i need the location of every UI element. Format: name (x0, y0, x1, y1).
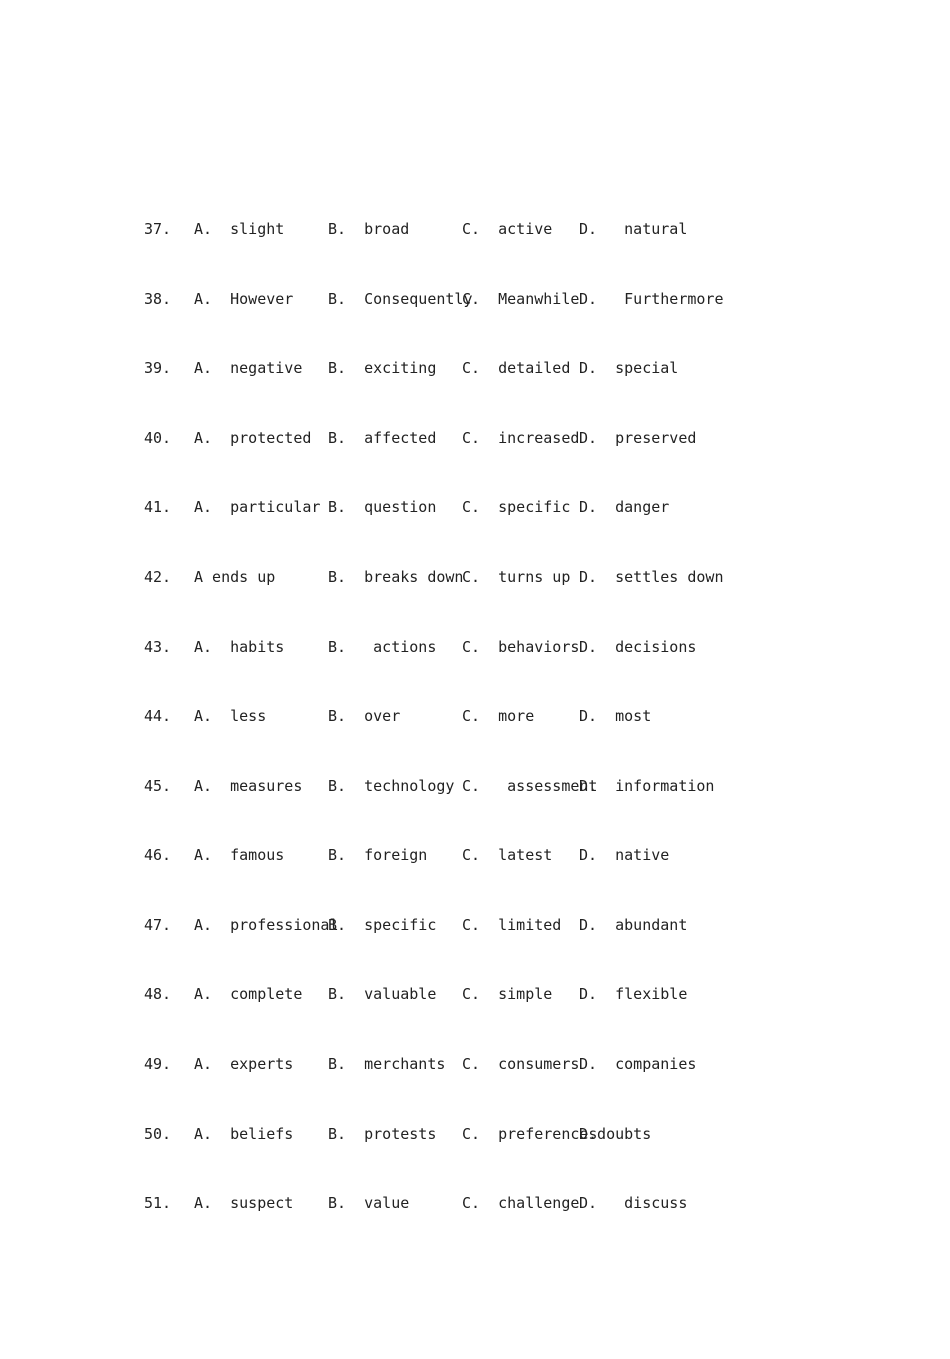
option-d: D. most (579, 707, 652, 725)
option-d: D. danger (579, 498, 670, 516)
option-b: B. affected (328, 429, 437, 447)
option-b: B. over (328, 707, 401, 725)
option-a: A. measures (194, 777, 303, 795)
option-c: C. consumers (462, 1055, 580, 1073)
option-a: A. negative (194, 359, 303, 377)
option-c: C. preferences (462, 1125, 598, 1143)
question-number: 40. (144, 429, 172, 447)
option-b: B. exciting (328, 359, 437, 377)
option-d: D. native (579, 846, 670, 864)
option-c: C. latest (462, 846, 553, 864)
question-number: 41. (144, 498, 172, 516)
option-d: D. decisions (579, 638, 697, 656)
option-c: C. challenge (462, 1194, 580, 1212)
option-a: A. suspect (194, 1194, 294, 1212)
option-b: B. question (328, 498, 437, 516)
question-number: 51. (144, 1194, 172, 1212)
option-d: D. settles down (579, 568, 724, 586)
option-b: B. actions (328, 638, 437, 656)
question-number: 49. (144, 1055, 172, 1073)
question-number: 39. (144, 359, 172, 377)
option-c: C. simple (462, 985, 553, 1003)
question-row (0, 1052, 950, 1076)
question-number: 43. (144, 638, 172, 656)
option-a: A. professional (194, 916, 339, 934)
option-a: A. protected (194, 429, 312, 447)
question-row (0, 635, 950, 659)
option-b: B. foreign (328, 846, 428, 864)
option-a: A. slight (194, 220, 285, 238)
option-a: A. particular (194, 498, 321, 516)
option-a: A. less (194, 707, 267, 725)
option-a: A. experts (194, 1055, 294, 1073)
option-c: C. increased (462, 429, 580, 447)
question-row (0, 913, 950, 937)
option-b: B. broad (328, 220, 410, 238)
question-row (0, 565, 950, 589)
question-number: 45. (144, 777, 172, 795)
option-b: B. valuable (328, 985, 437, 1003)
option-c: C. turns up (462, 568, 571, 586)
option-a: A. famous (194, 846, 285, 864)
option-c: C. limited (462, 916, 562, 934)
option-a: A ends up (194, 568, 276, 586)
option-c: C. specific (462, 498, 571, 516)
question-number: 47. (144, 916, 172, 934)
option-c: C. active (462, 220, 553, 238)
question-row (0, 774, 950, 798)
option-d: D. special (579, 359, 679, 377)
question-number: 48. (144, 985, 172, 1003)
question-number: 50. (144, 1125, 172, 1143)
question-number: 42. (144, 568, 172, 586)
option-c: C. more (462, 707, 535, 725)
option-d: D. abundant (579, 916, 688, 934)
question-number: 44. (144, 707, 172, 725)
option-b: B. breaks down (328, 568, 464, 586)
option-d: D. natural (579, 220, 688, 238)
question-row (0, 843, 950, 867)
option-a: A. habits (194, 638, 285, 656)
question-row (0, 217, 950, 241)
option-b: B. value (328, 1194, 410, 1212)
question-row (0, 287, 950, 311)
question-row (0, 1191, 950, 1215)
option-b: B. merchants (328, 1055, 446, 1073)
question-row (0, 704, 950, 728)
option-d: D. flexible (579, 985, 688, 1003)
option-d: D. information (579, 777, 715, 795)
option-b: B. specific (328, 916, 437, 934)
option-c: C. detailed (462, 359, 571, 377)
option-a: A. complete (194, 985, 303, 1003)
question-number: 38. (144, 290, 172, 308)
option-c: C. behaviors (462, 638, 580, 656)
option-b: B. protests (328, 1125, 437, 1143)
option-c: C. Meanwhile (462, 290, 580, 308)
option-a: A. beliefs (194, 1125, 294, 1143)
option-b: B. Consequently (328, 290, 473, 308)
option-d: D. Furthermore (579, 290, 724, 308)
question-number: 37. (144, 220, 172, 238)
question-row (0, 982, 950, 1006)
question-row (0, 1122, 950, 1146)
option-b: B. technology (328, 777, 455, 795)
option-c: C. assessment (462, 777, 598, 795)
option-a: A. However (194, 290, 294, 308)
option-d: D. preserved (579, 429, 697, 447)
option-d: D. companies (579, 1055, 697, 1073)
question-number: 46. (144, 846, 172, 864)
option-d: D. discuss (579, 1194, 688, 1212)
question-row (0, 495, 950, 519)
question-row (0, 426, 950, 450)
question-row (0, 356, 950, 380)
option-d: D.doubts (579, 1125, 652, 1143)
